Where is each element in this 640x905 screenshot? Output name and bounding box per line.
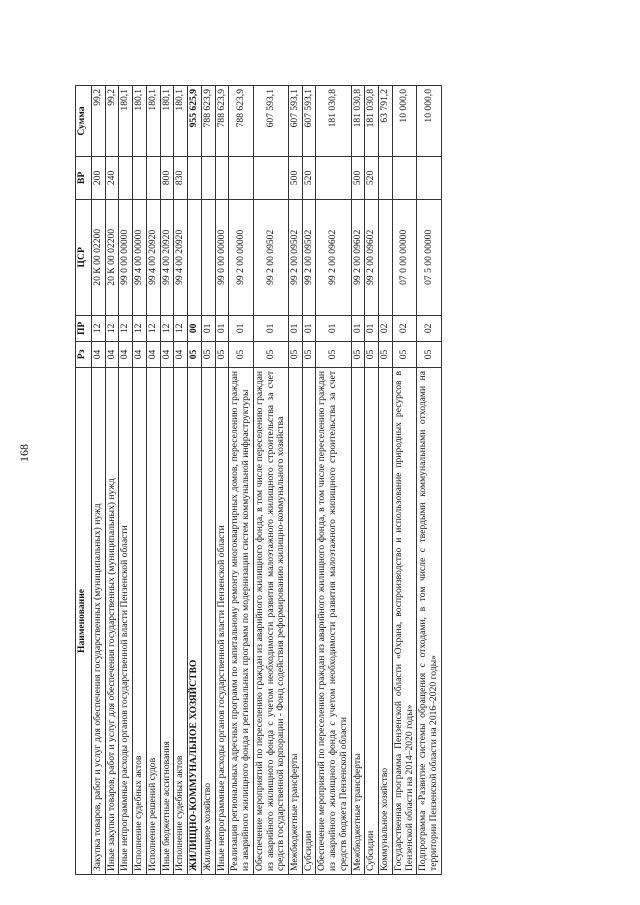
cell-vr: 800 [160,157,174,200]
cell-rz: 04 [92,341,106,367]
table-body [92,86,442,875]
cell-name: Иные закупки товаров, работ и услуг для обеспечения государственных (муниципальных) нужд [105,367,119,874]
cell-rz: 04 [119,341,133,367]
cell-name: Межбюджетные трансферты [289,367,303,874]
cell-name: Иные бюджетные ассигнования [160,367,174,874]
cell-vr [119,157,133,200]
cell-name: Закупка товаров, работ и услуг для обеспечения государственных (муниципальных) нужд [92,367,106,874]
cell-pr: 01 [215,315,229,341]
cell-pr: 12 [119,315,133,341]
table-row [229,86,253,875]
cell-name: Коммунальное хозяйство [379,367,393,874]
cell-pr: 02 [392,315,416,341]
cell-pr: 01 [316,315,351,341]
table-row [133,86,147,875]
cell-rz: 05 [215,341,229,367]
table-row [146,86,160,875]
cell-vr [229,157,253,200]
cell-csr: 99 2 00 09502 [289,199,303,315]
cell-name: Иные непрограммные расходы органов государственной власти Пензенской области [119,367,133,874]
cell-rz: 04 [146,341,160,367]
cell-pr: 12 [105,315,119,341]
cell-csr: 99 2 00 09502 [302,199,316,315]
cell-rz: 05 [417,341,441,367]
cell-vr [146,157,160,200]
cell-sum: 63 791,2 [379,86,393,157]
cell-vr: 830 [174,157,188,200]
cell-pr: 01 [229,315,253,341]
cell-csr: 99 4 00 00000 [133,199,147,315]
cell-pr: 02 [417,315,441,341]
cell-sum: 181 030,8 [351,86,365,157]
cell-csr: 99 0 00 00000 [119,199,133,315]
cell-pr: 01 [253,315,288,341]
table-row [174,86,188,875]
cell-vr: 500 [289,157,303,200]
cell-csr: 07 0 00 00000 [392,199,416,315]
cell-pr: 12 [174,315,188,341]
cell-rz: 05 [253,341,288,367]
table-row [201,86,215,875]
cell-pr: 01 [351,315,365,341]
table-header-row [76,86,92,875]
cell-name: Обеспечение мероприятий по переселению граждан из аварийного жилищного фонда, в том числе переселению граждан из аварийного жилищного фонда с учетом необходимости развития малоэтажного жилищного строительства за счет средств государственной корпорации - Фонд содействия реформированию жилищно-коммунального хозяйства [253,367,288,874]
cell-vr [133,157,147,200]
table-row [119,86,133,875]
table-row [365,86,379,875]
cell-name: Межбюджетные трансферты [351,367,365,874]
header-sum: Сумма [76,86,92,157]
cell-vr: 520 [302,157,316,200]
cell-vr: 240 [105,157,119,200]
cell-rz: 05 [201,341,215,367]
cell-rz: 05 [188,341,202,367]
cell-name: Исполнение решений судов [146,367,160,874]
table-row [302,86,316,875]
cell-pr: 01 [302,315,316,341]
rotated-table-container [75,85,605,875]
cell-name: Жилищное хозяйство [201,367,215,874]
table-row [215,86,229,875]
table-row [253,86,288,875]
cell-rz: 05 [229,341,253,367]
cell-csr: 20 К 00 02200 [92,199,106,315]
cell-sum: 955 625,9 [188,86,202,157]
cell-name: Исполнение судебных актов [133,367,147,874]
cell-csr: 99 2 00 09602 [316,199,351,315]
table-row [92,86,106,875]
cell-sum: 788 623,9 [201,86,215,157]
budget-table [75,85,442,875]
cell-vr [201,157,215,200]
cell-rz: 05 [316,341,351,367]
cell-rz: 05 [365,341,379,367]
cell-sum: 180,1 [160,86,174,157]
cell-name: Государственная программа Пензенской области «Охрана, воспроизводство и использование природных ресурсов в Пензенской области на 2014–2020 годы» [392,367,416,874]
table-row [160,86,174,875]
cell-pr: 01 [201,315,215,341]
cell-rz: 05 [289,341,303,367]
cell-csr: 99 2 00 09602 [351,199,365,315]
cell-sum: 607 593,1 [289,86,303,157]
table-row [417,86,441,875]
table-row [392,86,416,875]
cell-pr: 02 [379,315,393,341]
cell-vr [392,157,416,200]
cell-csr: 20 К 00 02200 [105,199,119,315]
cell-pr: 12 [133,315,147,341]
cell-sum: 181 030,8 [365,86,379,157]
cell-name: Подпрограмма «Развитие системы обращения с отходами, в том числе с твердыми коммунальными отходами на территории Пензенской области на 2016–2020 годы» [417,367,441,874]
header-rz: Рз [76,341,92,367]
cell-name: Субсидии [302,367,316,874]
cell-name: Обеспечение мероприятий по переселению граждан из аварийного жилищного фонда, в том числе переселению граждан из аварийного жилищного фонда с учетом необходимости развития малоэтажного жилищного строительства за счет средств бюджета Пензенской области [316,367,351,874]
header-csr: ЦСР [76,199,92,315]
cell-name: Исполнение судебных актов [174,367,188,874]
cell-pr: 12 [146,315,160,341]
cell-name: Иные непрограммные расходы органов государственной власти Пензенской области [215,367,229,874]
cell-pr: 12 [92,315,106,341]
cell-sum: 181 030,8 [316,86,351,157]
cell-vr [316,157,351,200]
cell-name: Субсидии [365,367,379,874]
table-row [289,86,303,875]
header-pr: ПР [76,315,92,341]
cell-sum: 607 593,1 [302,86,316,157]
table-row [188,86,202,875]
cell-pr: 01 [365,315,379,341]
cell-sum: 180,1 [119,86,133,157]
cell-csr: 99 2 00 09602 [365,199,379,315]
cell-pr: 01 [289,315,303,341]
cell-rz: 04 [133,341,147,367]
cell-rz: 05 [351,341,365,367]
cell-pr: 12 [160,315,174,341]
cell-name: ЖИЛИЩНО-КОММУНАЛЬНОЕ ХОЗЯЙСТВО [188,367,202,874]
cell-sum: 788 623,9 [215,86,229,157]
cell-sum: 180,1 [133,86,147,157]
cell-pr: 00 [188,315,202,341]
cell-rz: 04 [174,341,188,367]
header-name: Наименование [76,367,92,874]
table-row [316,86,351,875]
cell-sum: 99,2 [105,86,119,157]
cell-sum: 180,1 [174,86,188,157]
page-number: 168 [17,444,31,462]
cell-sum: 788 623,9 [229,86,253,157]
cell-name: Реализация региональных адресных программ по капитальному ремонту многоквартирных домов, переселению граждан из аварийного жилищного фонда и региональных программ по модернизации систем коммунальной инфраструктуры [229,367,253,874]
cell-csr: 99 2 00 09502 [253,199,288,315]
cell-rz: 04 [160,341,174,367]
cell-vr [417,157,441,200]
cell-csr: 99 4 00 20920 [174,199,188,315]
table-row [351,86,365,875]
cell-sum: 99,2 [92,86,106,157]
table-row [379,86,393,875]
cell-vr [188,157,202,200]
cell-sum: 180,1 [146,86,160,157]
cell-csr [188,199,202,315]
cell-csr: 99 2 00 00000 [229,199,253,315]
cell-sum: 607 593,1 [253,86,288,157]
cell-vr [379,157,393,200]
header-vr: ВР [76,157,92,200]
cell-csr [379,199,393,315]
cell-vr: 520 [365,157,379,200]
cell-csr: 99 4 00 20920 [160,199,174,315]
cell-vr: 200 [92,157,106,200]
cell-rz: 04 [105,341,119,367]
cell-sum: 10 000,0 [392,86,416,157]
cell-vr [215,157,229,200]
cell-csr: 99 0 00 00000 [215,199,229,315]
cell-rz: 05 [392,341,416,367]
cell-vr [253,157,288,200]
cell-rz: 05 [302,341,316,367]
cell-csr [201,199,215,315]
cell-rz: 05 [379,341,393,367]
cell-vr: 500 [351,157,365,200]
table-row [105,86,119,875]
cell-csr: 07 5 00 00000 [417,199,441,315]
cell-csr: 99 4 00 20920 [146,199,160,315]
cell-sum: 10 000,0 [417,86,441,157]
